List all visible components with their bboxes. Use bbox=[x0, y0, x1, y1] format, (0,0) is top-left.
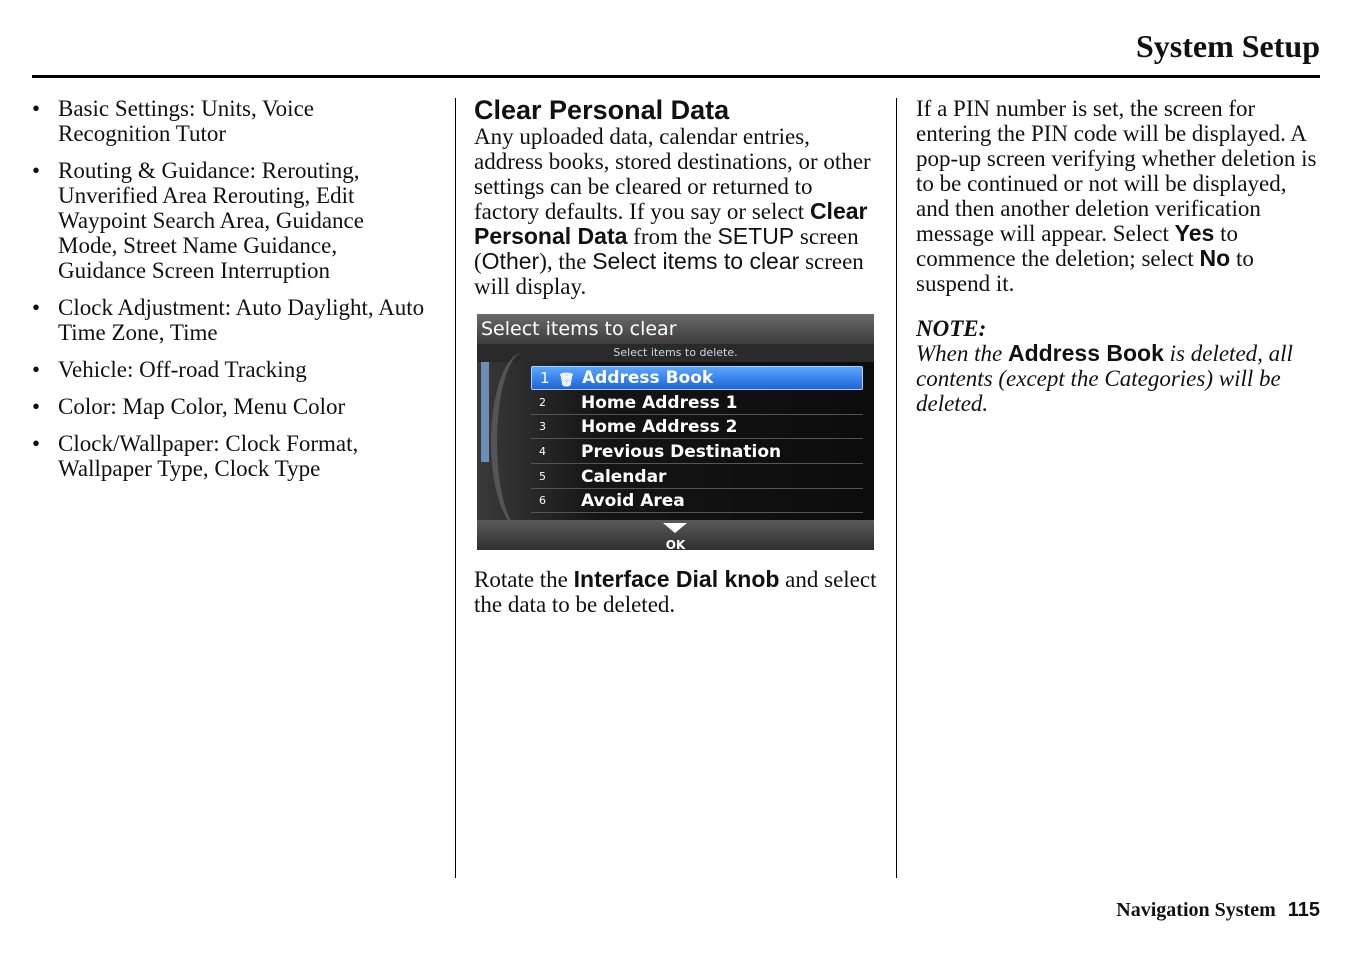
clear-items-list bbox=[531, 366, 863, 515]
list-item: • Color: Map Color, Menu Color bbox=[32, 394, 346, 419]
section-heading: Clear Personal Data bbox=[474, 95, 730, 125]
note-label: NOTE: bbox=[916, 316, 987, 341]
list-item: • Routing & Guidance: Rerouting, Unverified Area Rerouting, Edit Waypoint Search Area, Guidance Mode, Street Name Guidance, Guidance Screen Interruption bbox=[32, 158, 364, 283]
right-column bbox=[916, 96, 1321, 416]
settings-list bbox=[32, 96, 427, 481]
instruction-paragraph: Rotate the Interface Dial knob and select the data to be deleted. bbox=[474, 566, 877, 617]
column-divider bbox=[455, 98, 456, 878]
intro-paragraph: Any uploaded data, calendar entries, address books, stored destinations, or other settings can be cleared or returned to factory defaults. If you say or select Clear Personal Data from the SETUP screen (Other), the Select items to clear screen will display. bbox=[474, 124, 871, 299]
term-other: Other bbox=[481, 248, 540, 274]
list-item-avoid-area[interactable]: 6 Avoid Area bbox=[531, 490, 863, 513]
screen-title: Select items to clear bbox=[477, 314, 874, 344]
list-item: • Basic Settings: Units, Voice Recognition Tutor bbox=[32, 96, 314, 146]
page-footer bbox=[1116, 899, 1320, 922]
down-arrow-icon bbox=[663, 523, 687, 533]
scroll-indicator bbox=[481, 362, 489, 462]
term-yes: Yes bbox=[1174, 220, 1215, 246]
list-item-address-book[interactable]: 1 🗑 Address Book bbox=[531, 366, 863, 390]
page-title: System Setup bbox=[1135, 28, 1320, 64]
list-item-calendar[interactable]: 5 Calendar bbox=[531, 466, 863, 489]
term-setup: SETUP bbox=[717, 223, 795, 249]
left-column bbox=[32, 96, 427, 493]
list-item: • Vehicle: Off-road Tracking bbox=[32, 357, 307, 382]
screen-list-area bbox=[477, 362, 874, 520]
term-no: No bbox=[1199, 245, 1231, 271]
list-item-previous-destination[interactable]: 4 Previous Destination bbox=[531, 441, 863, 464]
term-address-book: Address Book bbox=[1007, 340, 1164, 366]
term-select-items: Select items to clear bbox=[592, 248, 800, 274]
list-item-home-address-1[interactable]: 2 Home Address 1 bbox=[531, 392, 863, 415]
nav-screen-screenshot bbox=[477, 314, 874, 550]
term-interface-dial-knob: Interface Dial knob bbox=[573, 566, 780, 592]
ok-button[interactable]: OK bbox=[477, 520, 874, 550]
pin-paragraph: If a PIN number is set, the screen for entering the PIN code will be displayed. A pop-up screen verifying whether deletion is to be continued or not will be displayed, and then another deletion verification message will appear. Select Yes to commence the deletion; select No to suspend it. bbox=[916, 96, 1317, 296]
screen-subtitle: Select items to delete. bbox=[477, 344, 874, 362]
term-clear-personal-data: Clear Personal Data bbox=[474, 198, 868, 249]
footer-label: Navigation System bbox=[1116, 899, 1276, 921]
list-item: • Clock Adjustment: Auto Daylight, Auto Time Zone, Time bbox=[32, 295, 425, 345]
middle-column bbox=[474, 96, 879, 617]
page-number: 115 bbox=[1287, 899, 1320, 921]
note-text: When the Address Book is deleted, all contents (except the Categories) will be deleted. bbox=[916, 340, 1293, 416]
header-rule bbox=[32, 75, 1320, 78]
trash-icon: 🗑 bbox=[558, 373, 575, 388]
column-divider bbox=[896, 98, 897, 878]
list-item-home-address-2[interactable]: 3 Home Address 2 bbox=[531, 416, 863, 439]
list-item: • Clock/Wallpaper: Clock Format, Wallpaper Type, Clock Type bbox=[32, 431, 359, 481]
